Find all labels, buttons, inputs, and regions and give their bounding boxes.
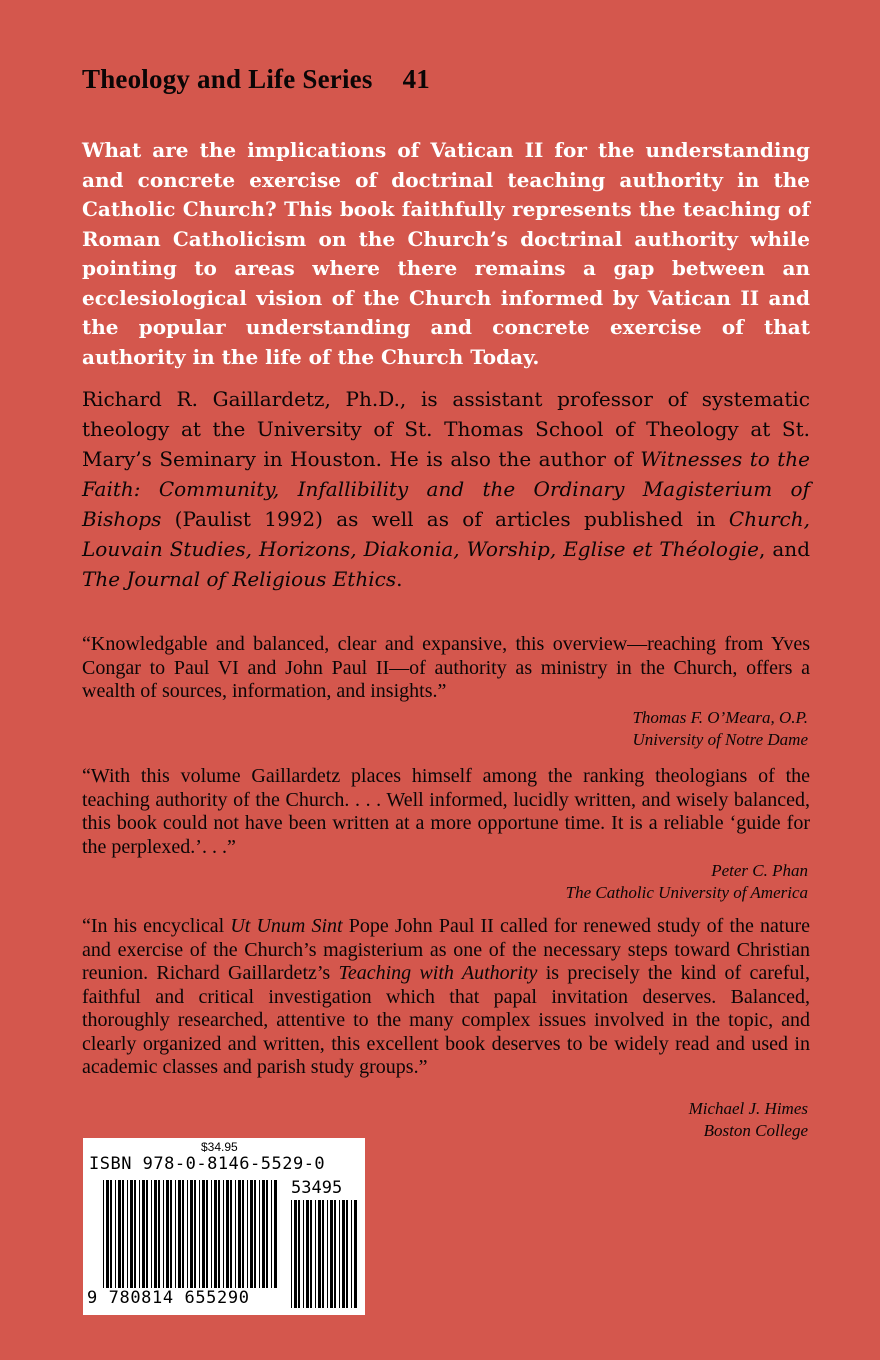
- endorser-name: Peter C. Phan: [711, 861, 808, 880]
- barcode-bar: [318, 1200, 321, 1308]
- barcode-bar: [118, 1180, 121, 1288]
- barcode-bar: [291, 1200, 292, 1308]
- barcode-bar: [342, 1200, 345, 1308]
- barcode-bar: [106, 1180, 109, 1288]
- endorsement-attribution-1: [632, 707, 808, 751]
- barcode-bar: [334, 1200, 336, 1308]
- barcode-bar: [354, 1200, 357, 1308]
- barcode-bar: [175, 1180, 176, 1288]
- barcode-bar: [322, 1200, 324, 1308]
- barcode-bar: [310, 1200, 312, 1308]
- series-number: 41: [402, 64, 430, 94]
- quote-encyclical-title: Ut Unum Sint: [230, 915, 343, 937]
- barcode-bar: [330, 1200, 333, 1308]
- quote-text-2: Pope John Paul II called for renewed study of the nature and exercise of the Church’s magisterium as one of the necessary steps toward Christian reunion. Richard Gaillardetz’s: [82, 915, 810, 984]
- barcode-bar: [206, 1180, 208, 1288]
- barcode-bar: [163, 1180, 164, 1288]
- barcode-bar: [242, 1180, 244, 1288]
- endorsement-attribution-3: [689, 1098, 808, 1142]
- barcode-bar: [250, 1180, 253, 1288]
- endorsement-quote-3: [82, 915, 810, 1080]
- barcode-bar: [110, 1180, 112, 1288]
- barcode-bar: [182, 1180, 184, 1288]
- barcode-bar: [190, 1180, 193, 1288]
- barcode-bar: [130, 1180, 133, 1288]
- book-summary: What are the implications of Vatican II for the understanding and concrete exercise of doctrinal teaching authority in the Catholic Church? This book faithfully represents the teaching of Roman Catholicism on the Church’s doctrinal authority while pointing to areas where there remains a gap between an ecclesiological vision of the Church informed by Vatican II and the popular understanding and concrete exercise of that authority in the life of the Church Today.: [82, 138, 810, 369]
- quote-text-3: is precisely the kind of careful, faithful and critical investigation which that papal invitation deserves. Balanced, thoroughly researched, attentive to the many complex issues involved in the topic, and clearly organized and written, this excellent book deserves to be widely read and used in academic classes and parish study groups.”: [82, 962, 810, 1078]
- barcode-bar: [226, 1180, 229, 1288]
- quote-book-title: Teaching with Authority: [338, 962, 538, 984]
- barcode-digits: 9 780814 655290: [87, 1288, 250, 1308]
- barcode-bar: [262, 1180, 265, 1288]
- bio-text-2: (Paulist 1992) as well as of articles published in: [161, 507, 729, 531]
- barcode-bar: [259, 1180, 260, 1288]
- bio-text-1: Richard R. Gaillardetz, Ph.D., is assistant professor of systematic theology at the University of St. Thomas School of Theology at St. Mary’s Seminary in Houston. He is also the author of: [82, 387, 810, 471]
- endorser-affiliation: University of Notre Dame: [632, 730, 808, 749]
- series-title: [82, 64, 430, 95]
- barcode-bar: [154, 1180, 157, 1288]
- endorsement-quote-1: “Knowledgable and balanced, clear and expansive, this overview—reaching from Yves Congar to Paul VI and John Paul II—of authority as ministry in the Church, offers a wealth of sources, information, and insights.”: [82, 633, 810, 702]
- barcode-bar: [346, 1200, 348, 1308]
- barcode-bar: [170, 1180, 172, 1288]
- endorser-name: Thomas F. O’Meara, O.P.: [632, 708, 808, 727]
- barcode-price: $34.95: [201, 1140, 238, 1154]
- barcode-bar: [202, 1180, 205, 1288]
- series-name: Theology and Life Series: [82, 64, 373, 94]
- quote-text-1: “In his encyclical: [82, 915, 231, 937]
- barcode-bar: [306, 1200, 309, 1308]
- bio-journals: Church, Louvain Studies, Horizons, Diakonia, Worship, Eglise et Théologie: [82, 507, 810, 561]
- barcode-bar: [166, 1180, 169, 1288]
- barcode-bar: [303, 1200, 304, 1308]
- barcode-bar: [247, 1180, 248, 1288]
- barcode-bar: [351, 1200, 352, 1308]
- barcode-bar: [127, 1180, 128, 1288]
- barcode-bar: [187, 1180, 188, 1288]
- endorser-affiliation: Boston College: [703, 1121, 808, 1140]
- barcode-bar: [274, 1180, 277, 1288]
- barcode-bar: [218, 1180, 220, 1288]
- barcode-bar: [266, 1180, 268, 1288]
- barcode-isbn: ISBN 978-0-8146-5529-0: [89, 1154, 326, 1174]
- barcode-bar: [199, 1180, 200, 1288]
- barcode-bar: [142, 1180, 145, 1288]
- barcode-bar: [235, 1180, 236, 1288]
- endorser-name: Michael J. Himes: [688, 1099, 808, 1118]
- barcode-bar: [151, 1180, 152, 1288]
- barcode-bar: [271, 1180, 272, 1288]
- barcode-bar: [115, 1180, 116, 1288]
- barcode-bar: [230, 1180, 232, 1288]
- barcode-bar: [238, 1180, 241, 1288]
- barcode-bar: [223, 1180, 224, 1288]
- barcode-bar: [103, 1180, 104, 1288]
- endorser-affiliation: The Catholic University of America: [565, 883, 808, 902]
- bio-book-title: Witnesses to the Faith: Community, Infallibility and the Ordinary Magisterium of Bishops: [82, 447, 811, 531]
- barcode-bar: [158, 1180, 160, 1288]
- barcode-bar: [298, 1200, 300, 1308]
- barcode-bar: [178, 1180, 181, 1288]
- barcode-bar: [214, 1180, 217, 1288]
- author-bio: [82, 384, 810, 594]
- bio-text-3: , and: [759, 537, 810, 561]
- bio-text-4: .: [396, 567, 403, 591]
- barcode-bar: [327, 1200, 328, 1308]
- barcode-addon: 53495: [291, 1178, 343, 1198]
- bio-last-journal: The Journal of Religious Ethics: [82, 567, 397, 591]
- endorsement-attribution-2: [566, 860, 808, 904]
- endorsement-quote-2: “With this volume Gaillardetz places himself among the ranking theologians of the teaching authority of the Church. . . . Well informed, lucidly written, and wisely balanced, this book could not have been written at a more opportune time. It is a reliable ‘guide for the perplexed.’. . .”: [82, 765, 810, 858]
- barcode-bar: [339, 1200, 340, 1308]
- barcode-bar: [315, 1200, 316, 1308]
- barcode-bar: [139, 1180, 140, 1288]
- barcode-bar: [122, 1180, 124, 1288]
- barcode-bar: [294, 1200, 297, 1308]
- isbn-barcode: [83, 1138, 365, 1315]
- barcode-bar: [211, 1180, 212, 1288]
- barcode-bar: [194, 1180, 196, 1288]
- barcode-bar: [254, 1180, 256, 1288]
- barcode-bar: [134, 1180, 136, 1288]
- barcode-bar: [146, 1180, 148, 1288]
